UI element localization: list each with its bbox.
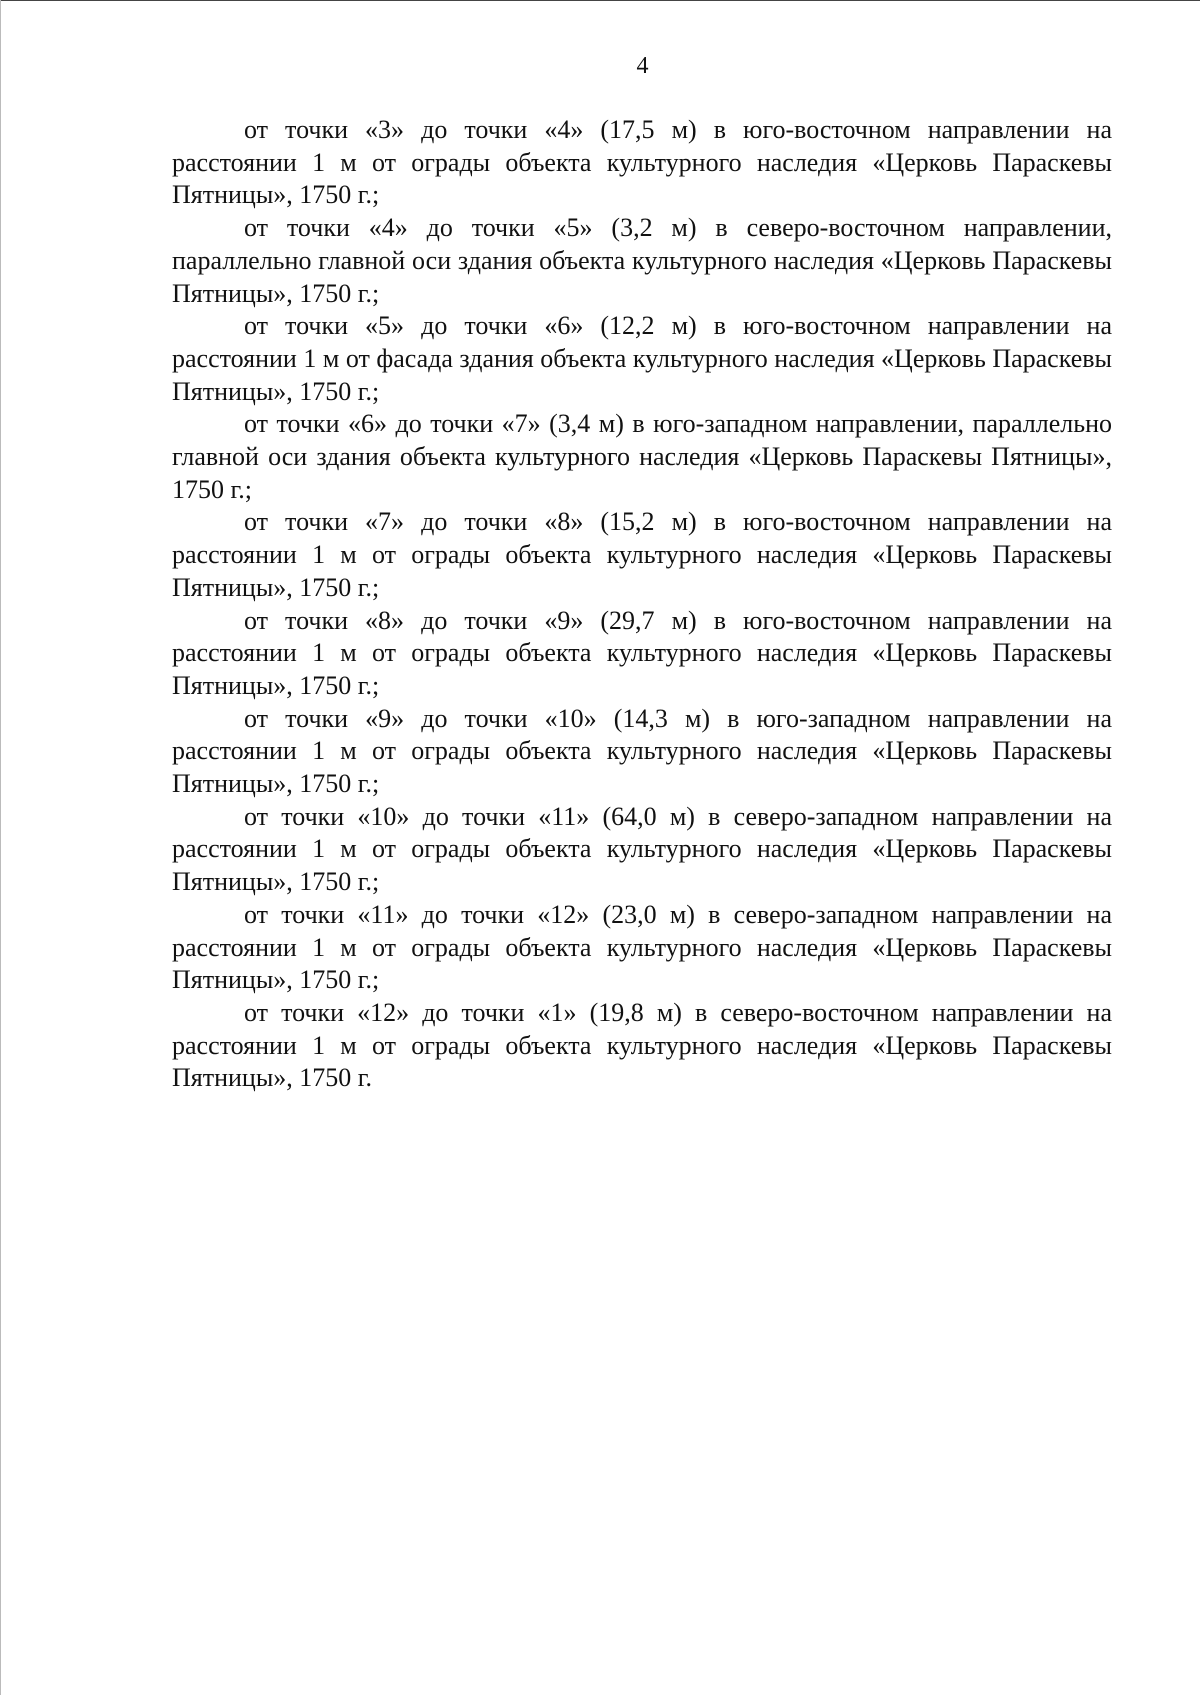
paragraph-point-9-10: от точки «9» до точки «10» (14,3 м) в юго-западном направлении на расстоянии 1 м от ограды объекта культурного наследия «Церковь Параскевы Пятницы», 1750 г.; xyxy=(172,703,1112,799)
paragraph-point-3-4: от точки «3» до точки «4» (17,5 м) в юго-восточном направлении на расстоянии 1 м от ограды объекта культурного наследия «Церковь Параскевы Пятницы», 1750 г.; xyxy=(172,115,1112,210)
document-body xyxy=(172,114,1112,1095)
scan-edge-top xyxy=(0,0,1200,1)
paragraph-point-8-9: от точки «8» до точки «9» (29,7 м) в юго-восточном направлении на расстоянии 1 м от ограды объекта культурного наследия «Церковь Параскевы Пятницы», 1750 г.; xyxy=(172,605,1112,700)
paragraph-point-5-6: от точки «5» до точки «6» (12,2 м) в юго-восточном направлении на расстоянии 1 м от фасада здания объекта культурного наследия «Церковь Параскевы Пятницы», 1750 г.; xyxy=(172,311,1112,406)
paragraph-point-10-11: от точки «10» до точки «11» (64,0 м) в северо-западном направлении на расстоянии 1 м от ограды объекта культурного наследия «Церковь Параскевы Пятницы», 1750 г.; xyxy=(172,801,1112,897)
paragraph-point-11-12: от точки «11» до точки «12» (23,0 м) в северо-западном направлении на расстоянии 1 м от ограды объекта культурного наследия «Церковь Параскевы Пятницы», 1750 г.; xyxy=(172,899,1112,995)
paragraph-point-6-7: от точки «6» до точки «7» (3,4 м) в юго-западном направлении, параллельно главной оси здания объекта культурного наследия «Церковь Параскевы Пятницы», 1750 г.; xyxy=(172,409,1112,504)
paragraph-point-4-5: от точки «4» до точки «5» (3,2 м) в северо-восточном направлении, параллельно главной оси здания объекта культурного наследия «Церковь Параскевы Пятницы», 1750 г.; xyxy=(172,213,1112,308)
paragraph-point-7-8: от точки «7» до точки «8» (15,2 м) в юго-восточном направлении на расстоянии 1 м от ограды объекта культурного наследия «Церковь Параскевы Пятницы», 1750 г.; xyxy=(172,507,1112,602)
scan-edge-left xyxy=(0,0,1,1695)
paragraph-point-12-1: от точки «12» до точки «1» (19,8 м) в северо-восточном направлении на расстоянии 1 м от ограды объекта культурного наследия «Церковь Параскевы Пятницы», 1750 г. xyxy=(172,997,1112,1093)
page-number: 4 xyxy=(636,53,649,79)
